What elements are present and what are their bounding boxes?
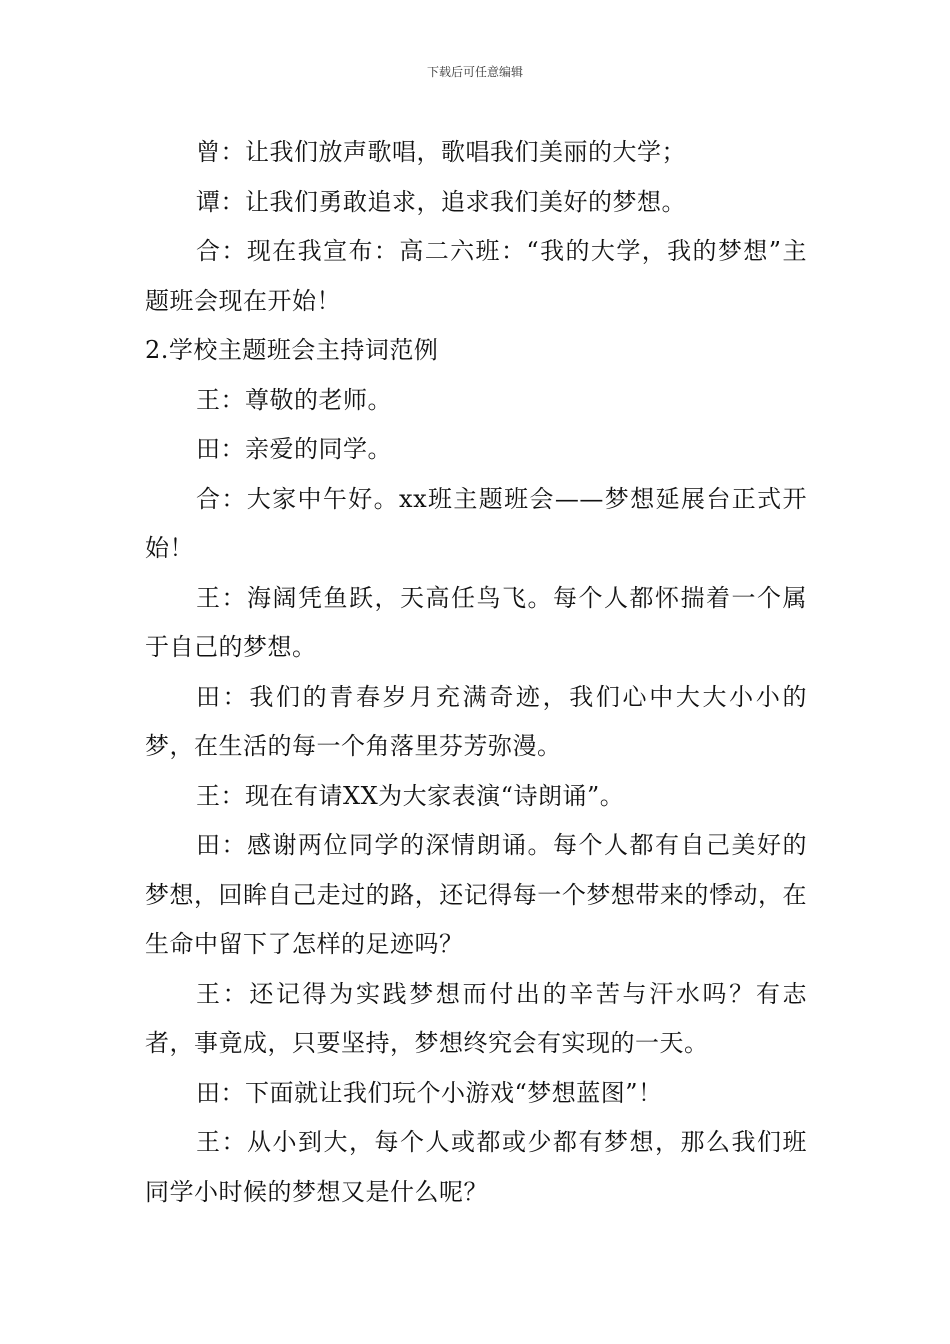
section-heading: 2.学校主题班会主持词范例 bbox=[145, 336, 439, 364]
paragraph-2: 谭：让我们勇敢追求，追求我们美好的梦想。 bbox=[196, 187, 686, 216]
page-header: 下载后可任意编辑 bbox=[426, 65, 523, 79]
paragraph-13: 田：下面就让我们玩个小游戏“梦想蓝图”！ bbox=[196, 1078, 663, 1107]
paragraph-11: 田：感谢两位同学的深情朗诵。每个人都有自己美好的梦想，回眸自己走过的路，还记得每一个梦想带来的悸动，在生命中留下了怎样的足迹吗？ bbox=[145, 831, 807, 958]
paragraph-10: 王：现在有请XX为大家表演“诗朗诵”。 bbox=[196, 781, 625, 810]
paragraph-5: 王：尊敬的老师。 bbox=[196, 385, 392, 414]
paragraph-14: 王：从小到大，每个人或都或少都有梦想，那么我们班同学小时候的梦想又是什么呢？ bbox=[145, 1128, 807, 1206]
paragraph-3: 合：现在我宣布：高二六班：“我的大学，我的梦想”主题班会现在开始！ bbox=[145, 237, 807, 315]
document-body bbox=[145, 128, 807, 1217]
paragraph-8: 王：海阔凭鱼跃，天高任鸟飞。每个人都怀揣着一个属于自己的梦想。 bbox=[145, 583, 807, 661]
paragraph-7: 合：大家中午好。xx班主题班会——梦想延展台正式开始！ bbox=[145, 484, 807, 562]
paragraph-1: 曾：让我们放声歌唱，歌唱我们美丽的大学； bbox=[196, 138, 686, 166]
paragraph-9: 田：我们的青春岁月充满奇迹，我们心中大大小小的梦，在生活的每一个角落里芬芳弥漫。 bbox=[145, 682, 807, 760]
paragraph-12: 王：还记得为实践梦想而付出的辛苦与汗水吗？有志者，事竟成，只要坚持，梦想终究会有实现的一天。 bbox=[145, 979, 807, 1057]
paragraph-6: 田：亲爱的同学。 bbox=[196, 435, 392, 463]
